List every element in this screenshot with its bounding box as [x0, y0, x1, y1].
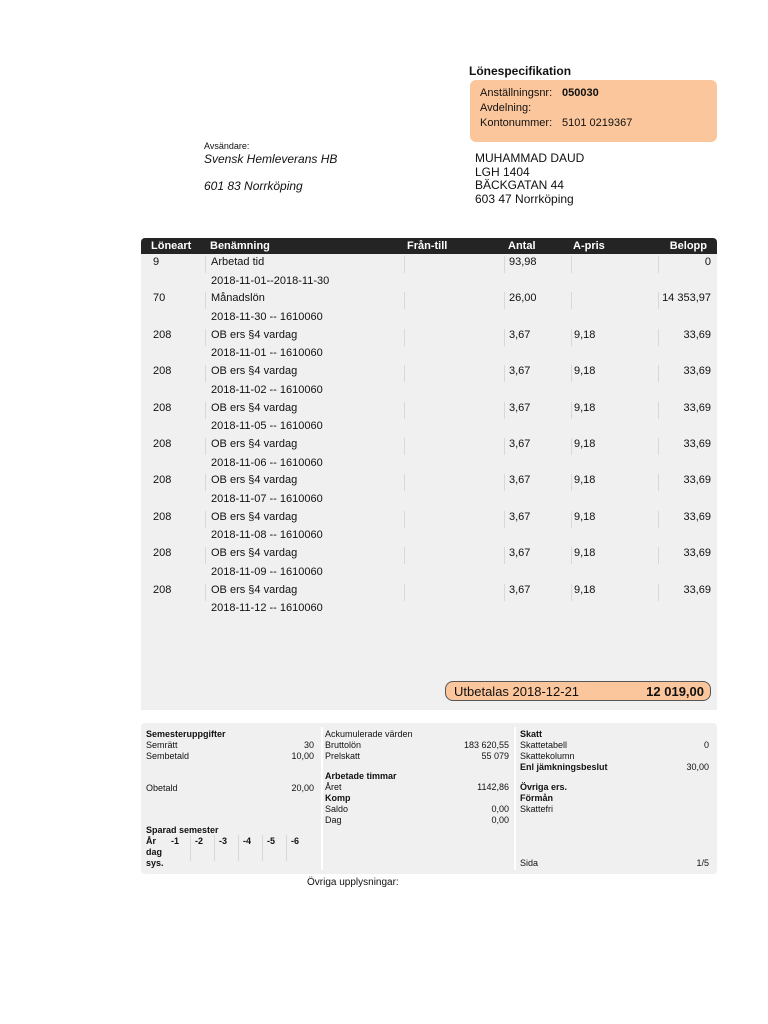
- row-belopp: 0: [704, 256, 711, 268]
- row-separator: [205, 547, 206, 564]
- row-separator: [571, 584, 572, 601]
- row-separator: [658, 511, 659, 528]
- department-row: [480, 101, 707, 116]
- row-separator: [658, 365, 659, 382]
- row-belopp: 33,69: [683, 583, 711, 596]
- forman-label: Förmån: [520, 793, 554, 803]
- row-description: Arbetad tid: [211, 256, 265, 268]
- sender-name: Svensk Hemleverans HB: [204, 152, 338, 166]
- prelskatt-value: 55 079: [481, 751, 509, 761]
- row-separator: [571, 256, 572, 273]
- row-separator: [205, 511, 206, 528]
- row-apris: 9,18: [574, 547, 596, 560]
- sender-city: 601 83 Norrköping: [204, 179, 303, 193]
- obetald-value: 20,00: [291, 783, 314, 793]
- col-header-loneart: Löneart: [151, 240, 192, 252]
- prelskatt-label: Prelskatt: [325, 751, 361, 761]
- tax-title: Skatt: [520, 729, 543, 739]
- col-header-apris: A-pris: [573, 240, 605, 252]
- row-separator: [205, 365, 206, 382]
- row-period: 2018-11-30 -- 1610060: [211, 310, 323, 323]
- row-code: 70: [153, 292, 166, 305]
- saved-grid-line: [262, 835, 263, 861]
- payout-amount: 12 019,00: [646, 684, 704, 699]
- employee-info-box: [470, 80, 717, 142]
- row-antal: 26,00: [509, 292, 537, 305]
- row-description: OB ers §4 vardag: [211, 438, 298, 450]
- row-belopp: 33,69: [683, 510, 711, 523]
- row-period: 2018-11-07 -- 1610060: [211, 492, 323, 505]
- row-belopp: 33,69: [683, 328, 711, 341]
- ovriga-ers-label: Övriga ers.: [520, 782, 568, 792]
- saved-vacation-title: Sparad semester: [146, 825, 219, 835]
- row-separator: [205, 402, 206, 419]
- row-belopp: 14 353,97: [662, 292, 711, 305]
- row-separator: [504, 402, 505, 419]
- row-separator: [571, 292, 572, 309]
- jamkning-value: 30,00: [686, 762, 709, 772]
- account-row: [480, 116, 707, 131]
- row-code: 208: [153, 583, 172, 596]
- row-separator: [404, 402, 405, 419]
- row-description: OB ers §4 vardag: [211, 474, 298, 487]
- row-code: 208: [153, 328, 172, 341]
- hours-title: Arbetade timmar: [325, 771, 397, 781]
- row-separator: [504, 438, 505, 455]
- obetald-label: Obetald: [146, 783, 178, 793]
- page-number: 1/5: [696, 858, 709, 868]
- col-header-belopp: Belopp: [669, 240, 707, 252]
- saved-year-6: -6: [291, 836, 300, 846]
- row-period: 2018-11-01--2018-11-30: [211, 274, 330, 287]
- row-separator: [404, 256, 405, 273]
- row-antal: 3,67: [509, 365, 531, 378]
- row-separator: [504, 547, 505, 564]
- row-apris: 9,18: [574, 401, 596, 414]
- komp-title: Komp: [325, 793, 351, 803]
- row-period: 2018-11-05 -- 1610060: [211, 420, 323, 433]
- row-separator: [404, 292, 405, 309]
- row-antal: 3,67: [509, 401, 531, 414]
- row-apris: 9,18: [574, 583, 596, 596]
- row-separator: [571, 547, 572, 564]
- payout-label: Utbetalas 2018-12-21: [454, 684, 580, 699]
- saved-grid-line: [238, 835, 239, 861]
- row-description: OB ers §4 vardag: [211, 328, 298, 341]
- semratt-value: 30: [303, 740, 314, 750]
- row-separator: [658, 402, 659, 419]
- row-separator: [571, 402, 572, 419]
- row-separator: [658, 584, 659, 601]
- row-separator: [205, 256, 206, 273]
- saved-year-5: -5: [267, 836, 276, 846]
- row-separator: [404, 365, 405, 382]
- saved-grid-line: [190, 835, 191, 861]
- dag-label: Dag: [325, 815, 342, 825]
- recipient-address: [475, 152, 584, 206]
- summary-divider: [514, 727, 516, 870]
- account-label: Kontonummer:: [480, 117, 553, 129]
- saved-grid-line: [214, 835, 215, 861]
- row-period: 2018-11-06 -- 1610060: [211, 456, 323, 469]
- saldo-label: Saldo: [325, 804, 349, 814]
- saved-year-4: -4: [243, 836, 252, 846]
- row-separator: [571, 365, 572, 382]
- row-description: OB ers §4 vardag: [211, 583, 298, 596]
- row-antal: 3,67: [509, 438, 531, 450]
- row-separator: [205, 584, 206, 601]
- row-antal: 3,67: [509, 510, 531, 523]
- row-separator: [404, 474, 405, 491]
- account-value: 5101 0219367: [562, 117, 633, 129]
- row-separator: [205, 474, 206, 491]
- other-info-label: Övriga upplysningar:: [307, 877, 399, 888]
- row-separator: [504, 365, 505, 382]
- row-separator: [205, 329, 206, 346]
- row-separator: [404, 438, 405, 455]
- row-apris: 9,18: [574, 474, 596, 487]
- row-apris: 9,18: [574, 510, 596, 523]
- brutto-value: 183 620,55: [463, 740, 509, 750]
- salary-table-header: [141, 238, 717, 254]
- row-belopp: 33,69: [683, 401, 711, 414]
- row-apris: 9,18: [574, 438, 596, 450]
- aret-label: Året: [325, 782, 342, 792]
- row-belopp: 33,69: [683, 365, 711, 378]
- row-antal: 3,67: [509, 583, 531, 596]
- saldo-value: 0,00: [491, 804, 509, 814]
- saved-year-1: -1: [171, 836, 180, 846]
- row-separator: [571, 511, 572, 528]
- department-label: Avdelning:: [480, 102, 532, 114]
- col-header-benamning: Benämning: [210, 240, 270, 252]
- row-code: 208: [153, 510, 172, 523]
- row-separator: [404, 584, 405, 601]
- row-belopp: 33,69: [683, 547, 711, 560]
- row-antal: 93,98: [509, 256, 537, 268]
- recipient-name: MUHAMMAD DAUD: [475, 151, 585, 165]
- recipient-line2: LGH 1404: [475, 164, 530, 179]
- recipient-city: 603 47 Norrköping: [475, 191, 574, 206]
- row-separator: [571, 329, 572, 346]
- row-period: 2018-11-08 -- 1610060: [211, 529, 323, 542]
- row-description: Månadslön: [211, 292, 265, 305]
- row-code: 9: [153, 256, 160, 268]
- row-description: OB ers §4 vardag: [211, 510, 298, 523]
- row-description: OB ers §4 vardag: [211, 401, 298, 414]
- row-separator: [504, 256, 505, 273]
- aret-value: 1142,86: [477, 782, 509, 792]
- sembetald-value: 10,00: [291, 751, 314, 761]
- semratt-label: Semrätt: [146, 740, 178, 750]
- summary-divider: [321, 727, 323, 870]
- row-code: 208: [153, 438, 172, 450]
- row-description: OB ers §4 vardag: [211, 547, 298, 560]
- row-antal: 3,67: [509, 547, 531, 560]
- row-separator: [571, 438, 572, 455]
- row-separator: [504, 511, 505, 528]
- employee-no-label: Anställningsnr:: [480, 87, 553, 99]
- row-apris: 9,18: [574, 328, 596, 341]
- row-separator: [658, 438, 659, 455]
- employee-no-row: [480, 86, 707, 101]
- saved-year-3: -3: [219, 836, 228, 846]
- vacation-title: Semesteruppgifter: [146, 729, 226, 739]
- row-period: 2018-11-12 -- 1610060: [211, 602, 323, 615]
- row-code: 208: [153, 474, 172, 487]
- payout-box: [445, 681, 711, 701]
- row-separator: [404, 511, 405, 528]
- row-separator: [404, 329, 405, 346]
- employee-no-value: 050030: [562, 87, 599, 99]
- row-separator: [658, 256, 659, 273]
- row-belopp: 33,69: [683, 474, 711, 487]
- row-separator: [658, 474, 659, 491]
- row-code: 208: [153, 365, 172, 378]
- saved-year-label: År: [146, 836, 157, 846]
- page-title: Lönespecifikation: [469, 64, 572, 78]
- row-antal: 3,67: [509, 328, 531, 341]
- dag-value: 0,00: [491, 815, 509, 825]
- sembetald-label: Sembetald: [146, 751, 190, 761]
- brutto-label: Bruttolön: [325, 740, 362, 750]
- other-info-box: [298, 873, 580, 955]
- recipient-street: BÄCKGATAN 44: [475, 178, 564, 192]
- skattetabell-label: Skattetabell: [520, 740, 568, 750]
- row-separator: [504, 329, 505, 346]
- row-separator: [571, 474, 572, 491]
- col-header-antal: Antal: [508, 240, 536, 252]
- sender-label: Avsändare:: [204, 141, 250, 151]
- row-separator: [504, 292, 505, 309]
- row-period: 2018-11-09 -- 1610060: [211, 565, 323, 578]
- row-separator: [404, 547, 405, 564]
- row-separator: [504, 474, 505, 491]
- row-period: 2018-11-01 -- 1610060: [211, 347, 323, 360]
- skattekolumn-label: Skattekolumn: [520, 751, 575, 761]
- jamkning-label: Enl jämkningsbeslut: [520, 762, 608, 772]
- skattefri-label: Skattefri: [520, 804, 554, 814]
- saved-sys-label: sys.: [146, 858, 164, 868]
- saved-grid-line: [286, 835, 287, 861]
- page-label: Sida: [520, 858, 539, 868]
- skattetabell-value: 0: [703, 740, 709, 750]
- row-separator: [658, 292, 659, 309]
- row-description: OB ers §4 vardag: [211, 365, 298, 378]
- summary-panel: [141, 723, 717, 874]
- row-code: 208: [153, 547, 172, 560]
- accumulated-title: Ackumulerade värden: [325, 729, 413, 739]
- col-header-frantill: Från-till: [407, 240, 448, 252]
- row-antal: 3,67: [509, 474, 531, 487]
- row-separator: [205, 292, 206, 309]
- row-separator: [504, 584, 505, 601]
- row-belopp: 33,69: [683, 438, 711, 450]
- row-separator: [205, 438, 206, 455]
- row-separator: [658, 329, 659, 346]
- saved-dag-label: dag: [146, 847, 163, 857]
- row-period: 2018-11-02 -- 1610060: [211, 383, 323, 396]
- row-separator: [658, 547, 659, 564]
- saved-year-2: -2: [195, 836, 204, 846]
- row-apris: 9,18: [574, 365, 596, 378]
- row-code: 208: [153, 401, 172, 414]
